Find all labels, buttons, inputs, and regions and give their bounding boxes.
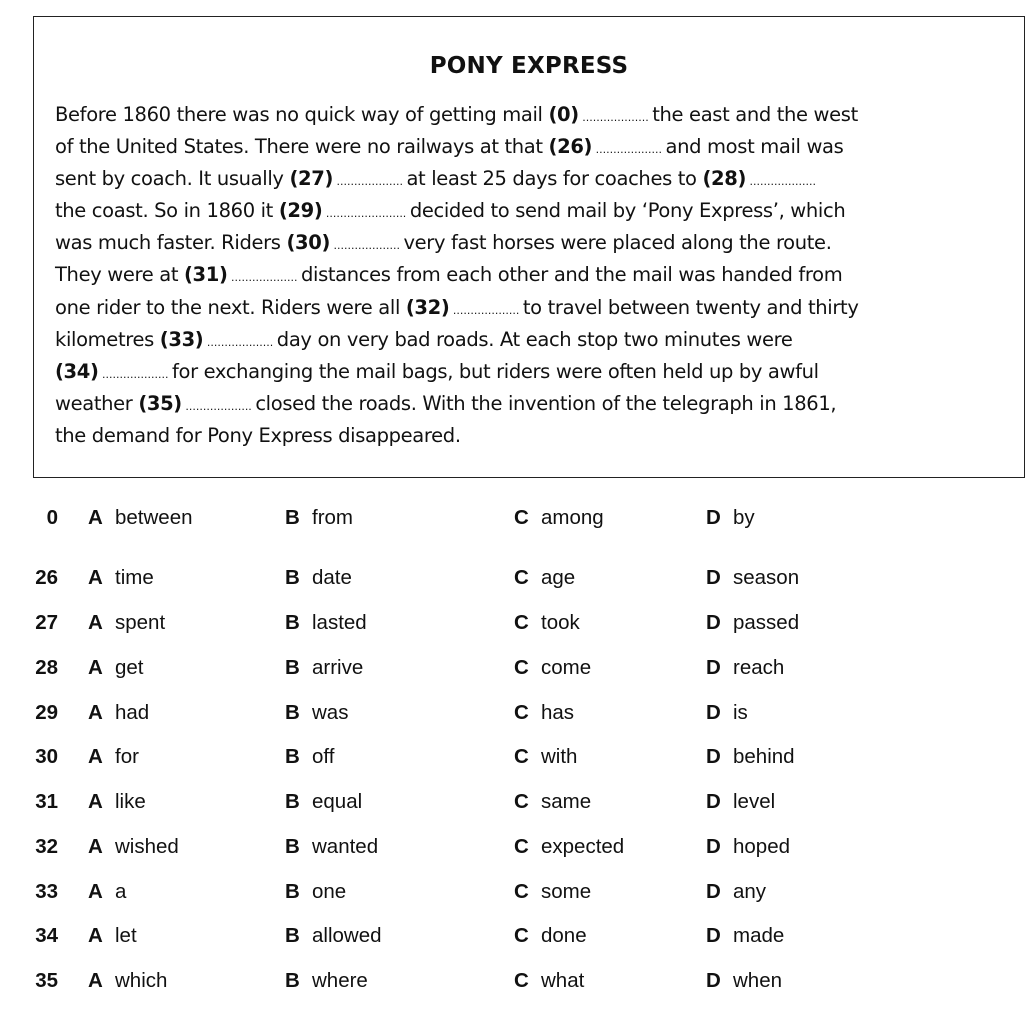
option-letter: A xyxy=(88,880,103,903)
passage-text-segment: the demand for Pony Express disappeared. xyxy=(55,423,461,447)
option-b[interactable] xyxy=(285,745,334,769)
question-row xyxy=(0,969,1036,999)
passage-text-segment: sent by coach. It usually xyxy=(55,167,290,191)
option-c[interactable] xyxy=(514,745,577,769)
option-text: by xyxy=(733,506,755,529)
option-text: time xyxy=(115,566,154,589)
passage-line xyxy=(55,131,1005,163)
option-letter: B xyxy=(285,656,300,679)
question-row xyxy=(0,880,1036,910)
option-c[interactable] xyxy=(514,969,584,993)
option-text: expected xyxy=(541,835,625,858)
option-letter: B xyxy=(285,745,300,768)
option-d[interactable] xyxy=(706,924,784,948)
option-letter: D xyxy=(706,656,721,679)
option-text: date xyxy=(312,566,352,589)
option-letter: D xyxy=(706,611,721,634)
option-text: arrive xyxy=(312,656,364,679)
option-text: which xyxy=(115,969,168,992)
option-a[interactable] xyxy=(88,656,144,680)
gap-number: (29) xyxy=(278,199,323,223)
passage-box xyxy=(33,16,1025,478)
gap-number: (33) xyxy=(159,327,204,351)
gap-blank: ................... xyxy=(578,111,653,124)
option-b[interactable] xyxy=(285,701,348,725)
gap-blank: ................... xyxy=(227,271,301,285)
option-letter: C xyxy=(514,880,529,903)
gap-number: (27) xyxy=(289,167,334,191)
question-number: 29 xyxy=(35,701,58,724)
option-text: for xyxy=(115,745,139,768)
gap-blank: ................... xyxy=(746,175,816,189)
option-letter: B xyxy=(285,566,300,589)
option-d[interactable] xyxy=(706,880,766,904)
option-b[interactable] xyxy=(285,835,378,859)
question-row xyxy=(0,790,1036,820)
option-c[interactable] xyxy=(514,566,575,590)
option-letter: D xyxy=(706,969,721,992)
option-text: had xyxy=(115,701,150,724)
option-b[interactable] xyxy=(285,880,346,904)
option-text: any xyxy=(733,880,767,903)
option-letter: D xyxy=(706,924,721,947)
passage-text-segment: kilometres xyxy=(55,327,160,351)
passage-text-segment: the east and the west xyxy=(652,103,858,126)
option-text: spent xyxy=(115,611,166,634)
option-letter: A xyxy=(88,656,103,679)
gap-number: (28) xyxy=(702,167,747,191)
passage-text-segment: very fast horses were placed along the route. xyxy=(403,231,832,255)
option-d[interactable] xyxy=(706,611,799,635)
option-text: like xyxy=(115,790,146,813)
option-text: wanted xyxy=(312,835,379,858)
passage-text-segment: one rider to the next. Riders were all xyxy=(55,295,406,319)
option-text: season xyxy=(733,566,800,589)
option-letter: A xyxy=(88,969,103,992)
option-d[interactable] xyxy=(706,701,748,725)
question-number: 34 xyxy=(35,924,58,947)
option-c[interactable] xyxy=(514,656,591,680)
passage-title: PONY EXPRESS xyxy=(429,53,629,79)
question-number: 28 xyxy=(35,656,58,679)
passage-line xyxy=(55,420,1005,452)
option-b[interactable] xyxy=(285,506,353,530)
passage-line xyxy=(55,259,1005,291)
option-text: age xyxy=(541,566,576,589)
option-letter: C xyxy=(514,506,529,529)
option-c[interactable] xyxy=(514,880,591,904)
option-letter: D xyxy=(706,880,721,903)
gap-blank: ................... xyxy=(330,239,404,253)
option-text: same xyxy=(541,790,592,813)
option-letter: C xyxy=(514,701,529,724)
passage-line xyxy=(55,388,1005,420)
option-text: done xyxy=(541,924,587,947)
option-d[interactable] xyxy=(706,566,799,590)
passage-text-segment: weather xyxy=(55,391,139,415)
question-number: 0 xyxy=(46,506,58,529)
option-letter: B xyxy=(285,506,300,529)
passage-text-segment: Before 1860 there was no quick way of getting mail xyxy=(55,103,549,126)
option-text: some xyxy=(541,880,592,903)
option-text: hoped xyxy=(733,835,791,858)
question-number: 30 xyxy=(35,745,58,768)
option-letter: A xyxy=(88,701,103,724)
option-d[interactable] xyxy=(706,835,790,859)
passage-text-segment: and most mail was xyxy=(665,135,844,159)
option-a[interactable] xyxy=(88,745,139,769)
option-letter: C xyxy=(514,969,529,992)
passage-text-segment: for exchanging the mail bags, but riders were often held up by awful xyxy=(172,359,819,383)
option-text: with xyxy=(541,745,578,768)
option-text: between xyxy=(115,506,193,529)
option-letter: A xyxy=(88,506,103,529)
question-row xyxy=(0,506,1036,536)
option-letter: C xyxy=(514,745,529,768)
question-row xyxy=(0,745,1036,775)
option-text: took xyxy=(541,611,580,634)
option-c[interactable] xyxy=(514,506,604,530)
question-number: 31 xyxy=(35,790,58,813)
passage-text-segment: at least 25 days for coaches to xyxy=(406,167,703,191)
question-row xyxy=(0,701,1036,731)
option-text: wished xyxy=(115,835,179,858)
option-b[interactable] xyxy=(285,611,367,635)
passage-text-segment: day on very bad roads. At each stop two minutes were xyxy=(276,327,793,351)
gap-blank: ................... xyxy=(592,143,666,157)
gap-blank: ................... xyxy=(181,399,256,413)
option-text: passed xyxy=(733,611,800,634)
passage-text-segment: distances from each other and the mail was handed from xyxy=(300,263,843,287)
option-b[interactable] xyxy=(285,566,352,590)
option-letter: C xyxy=(514,790,529,813)
option-a[interactable] xyxy=(88,969,167,993)
option-letter: B xyxy=(285,880,300,903)
option-a[interactable] xyxy=(88,835,179,859)
option-letter: C xyxy=(514,611,529,634)
option-letter: A xyxy=(88,745,103,768)
option-text: made xyxy=(733,924,785,947)
option-text: behind xyxy=(733,745,795,768)
option-letter: B xyxy=(285,924,300,947)
option-letter: B xyxy=(285,835,300,858)
option-a[interactable] xyxy=(88,924,137,948)
passage-line xyxy=(55,195,1005,227)
gap-number: (34) xyxy=(55,359,99,383)
option-text: reach xyxy=(733,656,785,679)
question-number: 33 xyxy=(35,880,58,903)
option-b[interactable] xyxy=(285,656,363,680)
option-c[interactable] xyxy=(514,611,580,635)
gap-number: (35) xyxy=(138,391,182,415)
option-text: lasted xyxy=(312,611,367,634)
option-c[interactable] xyxy=(514,701,574,725)
option-d[interactable] xyxy=(706,969,782,993)
option-text: is xyxy=(733,701,748,724)
gap-number: (31) xyxy=(183,263,228,287)
option-letter: A xyxy=(88,566,103,589)
option-c[interactable] xyxy=(514,835,624,859)
passage-text-segment: closed the roads. With the invention of the telegraph in 1861, xyxy=(255,391,837,415)
passage-line xyxy=(55,356,1005,388)
passage-text-segment: to travel between twenty and thirty xyxy=(522,295,859,319)
option-b[interactable] xyxy=(285,924,382,948)
gap-blank: ................... xyxy=(333,175,407,189)
option-letter: B xyxy=(285,969,300,992)
question-number: 32 xyxy=(35,835,58,858)
option-letter: A xyxy=(88,790,103,813)
gap-blank: ................... xyxy=(203,335,277,349)
option-text: when xyxy=(733,969,783,992)
option-letter: B xyxy=(285,701,300,724)
option-letter: D xyxy=(706,745,721,768)
question-number: 27 xyxy=(35,611,58,634)
option-letter: D xyxy=(706,566,721,589)
option-text: let xyxy=(115,924,137,947)
option-letter: B xyxy=(285,790,300,813)
option-text: from xyxy=(312,506,353,529)
question-number: 26 xyxy=(35,566,58,589)
option-text: has xyxy=(541,701,575,724)
option-b[interactable] xyxy=(285,969,368,993)
passage-line xyxy=(55,99,1005,131)
passage-text-segment: They were at xyxy=(55,263,184,287)
option-letter: D xyxy=(706,835,721,858)
option-text: equal xyxy=(312,790,363,813)
option-a[interactable] xyxy=(88,880,126,904)
option-text: among xyxy=(541,506,604,529)
gap-blank: ....................... xyxy=(322,207,410,221)
option-a[interactable] xyxy=(88,701,149,725)
option-letter: A xyxy=(88,611,103,634)
option-a[interactable] xyxy=(88,611,165,635)
option-letter: C xyxy=(514,924,529,947)
passage-text-segment: the coast. So in 1860 it xyxy=(55,199,279,223)
gap-number: (30) xyxy=(286,231,331,255)
option-d[interactable] xyxy=(706,506,755,530)
option-letter: C xyxy=(514,566,529,589)
option-d[interactable] xyxy=(706,745,795,769)
passage-text xyxy=(55,99,1005,452)
option-text: allowed xyxy=(312,924,382,947)
question-row xyxy=(0,611,1036,641)
option-letter: D xyxy=(706,701,721,724)
option-letter: A xyxy=(88,924,103,947)
option-text: a xyxy=(115,880,127,903)
option-letter: A xyxy=(88,835,103,858)
passage-line xyxy=(55,227,1005,259)
passage-text-segment: decided to send mail by ‘Pony Express’, which xyxy=(409,199,846,223)
question-row xyxy=(0,924,1036,954)
option-c[interactable] xyxy=(514,924,587,948)
option-text: one xyxy=(312,880,347,903)
gap-number: (26) xyxy=(548,135,593,159)
option-text: was xyxy=(312,701,349,724)
question-row xyxy=(0,656,1036,686)
passage-line xyxy=(55,324,1005,356)
question-row xyxy=(0,566,1036,596)
option-letter: C xyxy=(514,835,529,858)
option-a[interactable] xyxy=(88,790,146,814)
question-row xyxy=(0,835,1036,865)
option-d[interactable] xyxy=(706,656,784,680)
option-text: where xyxy=(312,969,368,992)
passage-text-segment: of the United States. There were no railways at that xyxy=(55,135,549,159)
option-a[interactable] xyxy=(88,506,193,530)
option-letter: C xyxy=(514,656,529,679)
question-number: 35 xyxy=(35,969,58,992)
gap-number: (32) xyxy=(405,295,450,319)
option-letter: B xyxy=(285,611,300,634)
gap-blank: ................... xyxy=(98,367,172,381)
gap-blank: ................... xyxy=(449,303,523,317)
passage-text-segment: was much faster. Riders xyxy=(55,231,287,255)
option-text: come xyxy=(541,656,592,679)
option-a[interactable] xyxy=(88,566,154,590)
option-c[interactable] xyxy=(514,790,591,814)
option-text: level xyxy=(733,790,776,813)
option-d[interactable] xyxy=(706,790,775,814)
option-b[interactable] xyxy=(285,790,362,814)
option-letter: D xyxy=(706,790,721,813)
option-text: what xyxy=(541,969,585,992)
passage-line xyxy=(55,163,1005,195)
option-text: get xyxy=(115,656,144,679)
gap-number: (0) xyxy=(548,103,579,126)
passage-line xyxy=(55,292,1005,324)
option-text: off xyxy=(312,745,335,768)
option-letter: D xyxy=(706,506,721,529)
